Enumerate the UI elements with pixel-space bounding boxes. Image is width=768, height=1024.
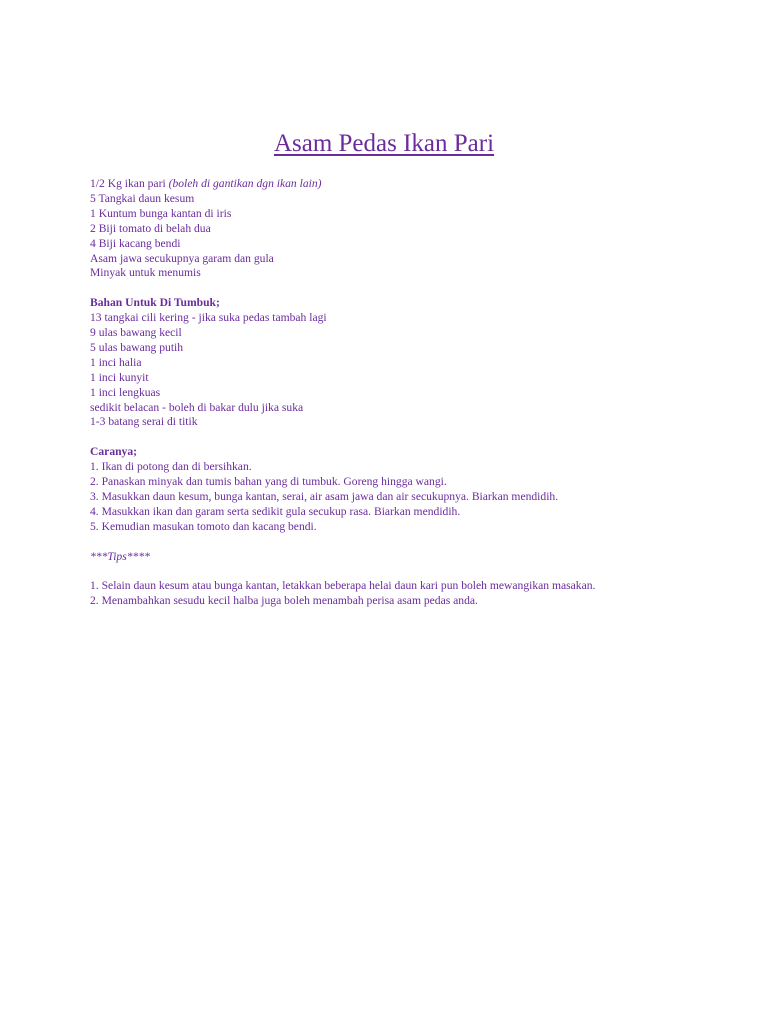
ingredient-main: 1/2 Kg ikan pari [90,177,169,190]
spacer [90,430,750,445]
pounded-line: 9 ulas bawang kecil [90,326,182,340]
method-heading: Caranya; [90,445,138,459]
pounded-line: 1 inci kunyit [90,370,149,384]
ingredient-line: 1 Kuntum bunga kantan di iris [90,206,232,220]
page-title: Asam Pedas Ikan Pari [273,130,495,157]
pounded-line: sedikit belacan - boleh di bakar dulu jika suka [90,400,304,414]
pounded-line: 1 inci lengkuas [90,385,161,399]
ingredient-line: 5 Tangkai daun kesum [90,191,195,205]
spacer [90,535,750,550]
method-step: 3. Masukkan daun kesum, bunga kantan, serai, air asam jawa dan air secukupnya. Biarkan mendidih. [90,490,559,503]
ingredient-line: Minyak untuk menumis [90,266,201,280]
tips-heading: ***Tips**** [90,549,150,563]
pounded-line: 1 inci halia [90,355,142,369]
pounded-heading: Bahan Untuk Di Tumbuk; [90,296,220,310]
pounded-line: 5 ulas bawang putih [90,340,184,354]
spacer [90,281,750,296]
ingredient-note: (boleh di gantikan dgn ikan lain) [168,177,322,190]
method-step: 5. Kemudian masukan tomoto dan kacang bendi. [90,519,317,533]
recipe-body [90,177,750,609]
method-step: 1. Ikan di potong dan di bersihkan. [90,460,252,474]
pounded-line: 13 tangkai cili kering - jika suka pedas tambah lagi [90,311,327,325]
ingredient-line [90,177,750,192]
ingredient-line: Asam jawa secukupnya garam dan gula [90,251,274,265]
tip-line: 1. Selain daun kesum atau bunga kantan, letakkan beberapa helai daun kari pun boleh mewangikan masakan. [90,579,596,593]
ingredient-line: 4 Biji kacang bendi [90,236,181,250]
spacer [90,565,750,580]
tip-line: 2. Menambahkan sesudu kecil halba juga boleh menambah perisa asam pedas anda. [90,594,478,608]
method-step: 2. Panaskan minyak dan tumis bahan yang di tumbuk. Goreng hingga wangi. [90,475,447,489]
method-step: 4. Masukkan ikan dan garam serta sedikit gula secukup rasa. Biarkan mendidih. [90,504,461,518]
ingredient-line: 2 Biji tomato di belah dua [90,221,211,235]
pounded-line: 1-3 batang serai di titik [90,415,198,429]
